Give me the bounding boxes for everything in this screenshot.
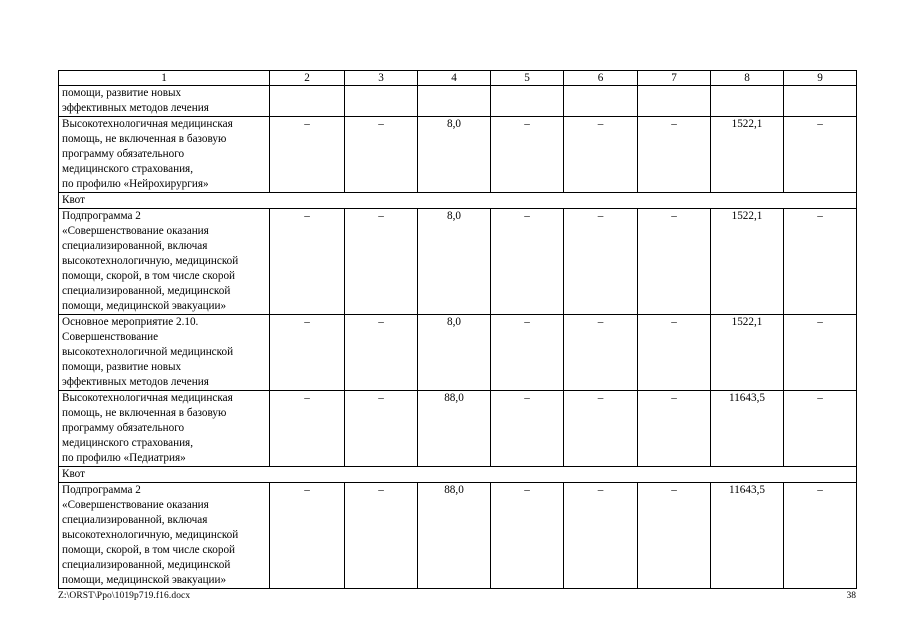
row-description-cell: Высокотехнологичная медицинская помощь, не включенная в базовую программу обязательного медицинского страхования, по профилю «Нейрохирургия»: [59, 117, 270, 193]
unit-label-cell: Квот: [59, 467, 857, 483]
value-cell: –: [564, 483, 638, 589]
value-cell: –: [491, 391, 564, 467]
page-number: 38: [846, 591, 856, 601]
value-cell: –: [345, 209, 418, 315]
value-cell: [711, 86, 784, 117]
value-cell: –: [491, 209, 564, 315]
value-cell: –: [784, 209, 857, 315]
value-cell: 11643,5: [711, 391, 784, 467]
table-row: [59, 193, 857, 209]
value-cell: –: [638, 483, 711, 589]
value-cell: –: [345, 315, 418, 391]
file-path: Z:\ORST\Ppo\1019p719.f16.docx: [58, 591, 191, 601]
value-cell: 8,0: [418, 209, 491, 315]
value-cell: –: [784, 483, 857, 589]
value-cell: 88,0: [418, 391, 491, 467]
value-cell: –: [491, 315, 564, 391]
row-description-cell: Высокотехнологичная медицинская помощь, не включенная в базовую программу обязательного медицинского страхования, по профилю «Педиатрия»: [59, 391, 270, 467]
value-cell: –: [270, 117, 345, 193]
column-header: 8: [711, 71, 784, 86]
column-header: 1: [59, 71, 270, 86]
table-row: [59, 86, 857, 117]
table-body: [59, 71, 857, 589]
value-cell: –: [270, 391, 345, 467]
table-row: [59, 315, 857, 391]
column-header: 6: [564, 71, 638, 86]
value-cell: –: [564, 209, 638, 315]
value-cell: –: [345, 483, 418, 589]
value-cell: –: [270, 315, 345, 391]
value-cell: [345, 86, 418, 117]
column-header: 9: [784, 71, 857, 86]
value-cell: 8,0: [418, 117, 491, 193]
value-cell: [491, 86, 564, 117]
table-row: [59, 467, 857, 483]
value-cell: –: [784, 391, 857, 467]
row-description-cell: Подпрограмма 2 «Совершенствование оказания специализированной, включая высокотехнологичную, медицинской помощи, скорой, в том числе скорой специализированной, медицинской помощи, медицинской эвакуации»: [59, 209, 270, 315]
row-description-cell: Подпрограмма 2 «Совершенствование оказания специализированной, включая высокотехнологичную, медицинской помощи, скорой, в том числе скорой специализированной, медицинской помощи, медицинской эвакуации»: [59, 483, 270, 589]
value-cell: 1522,1: [711, 315, 784, 391]
value-cell: –: [491, 117, 564, 193]
value-cell: –: [564, 391, 638, 467]
row-description-cell: помощи, развитие новых эффективных методов лечения: [59, 86, 270, 117]
value-cell: [564, 86, 638, 117]
column-header: 5: [491, 71, 564, 86]
value-cell: [638, 86, 711, 117]
table-row: [59, 209, 857, 315]
value-cell: –: [638, 117, 711, 193]
value-cell: 11643,5: [711, 483, 784, 589]
column-header: 3: [345, 71, 418, 86]
value-cell: 8,0: [418, 315, 491, 391]
value-cell: [418, 86, 491, 117]
column-header: 4: [418, 71, 491, 86]
value-cell: [784, 86, 857, 117]
table-row: [59, 391, 857, 467]
table-row: [59, 117, 857, 193]
column-header: 2: [270, 71, 345, 86]
value-cell: –: [784, 117, 857, 193]
value-cell: [270, 86, 345, 117]
value-cell: –: [270, 483, 345, 589]
value-cell: –: [784, 315, 857, 391]
row-description-cell: Основное мероприятие 2.10. Совершенствование высокотехнологичной медицинской помощи, развитие новых эффективных методов лечения: [59, 315, 270, 391]
value-cell: –: [564, 315, 638, 391]
value-cell: –: [345, 391, 418, 467]
unit-label-cell: Квот: [59, 193, 857, 209]
column-header: 7: [638, 71, 711, 86]
value-cell: –: [638, 315, 711, 391]
value-cell: –: [638, 391, 711, 467]
table-row: [59, 483, 857, 589]
value-cell: –: [638, 209, 711, 315]
value-cell: 88,0: [418, 483, 491, 589]
value-cell: –: [564, 117, 638, 193]
value-cell: –: [491, 483, 564, 589]
value-cell: –: [270, 209, 345, 315]
value-cell: 1522,1: [711, 209, 784, 315]
budget-table: [58, 70, 857, 589]
header-row: [59, 71, 857, 86]
value-cell: –: [345, 117, 418, 193]
value-cell: 1522,1: [711, 117, 784, 193]
